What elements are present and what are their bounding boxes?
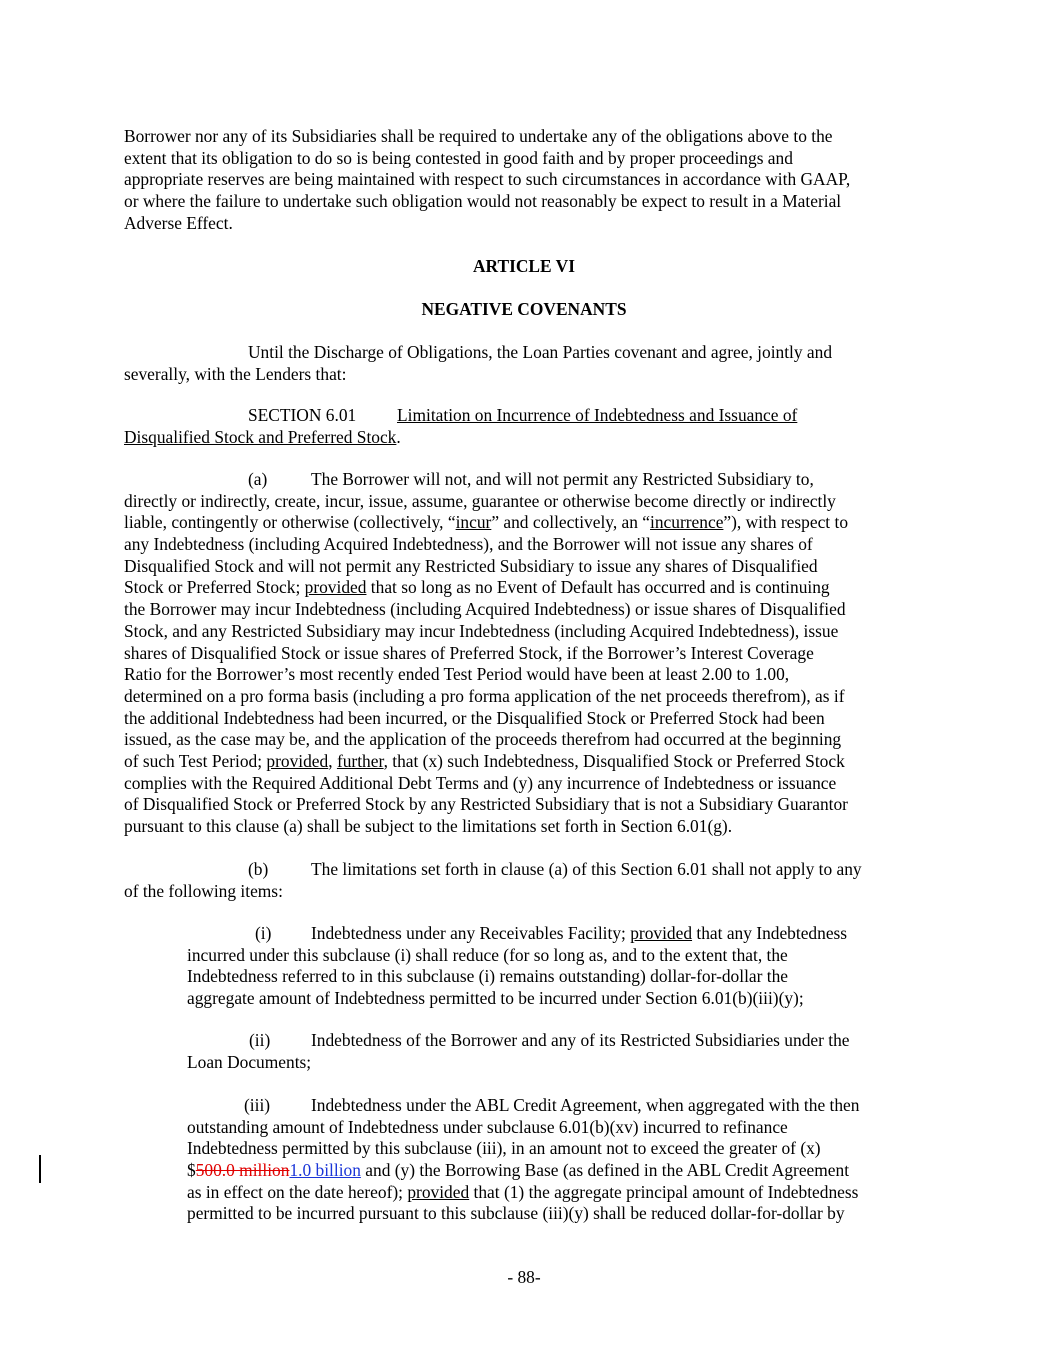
text-line: or where the failure to undertake such obligation would not reasonably be expect to result in a Material bbox=[124, 191, 842, 212]
clause-b: (b) The limitations set forth in clause (a) of this Section 6.01 shall not apply to any of the following items: bbox=[124, 859, 862, 901]
section-heading: SECTION 6.01 Limitation on Incurrence of Indebtedness and Issuance of Disqualified Stock and Preferred Stock. bbox=[124, 405, 798, 447]
text-line: of such Test Period; provided, further, that (x) such Indebtedness, Disqualified Stock or Preferred Stock bbox=[124, 750, 845, 771]
text-line: shares of Disqualified Stock or issue shares of Preferred Stock, if the Borrower’s Interest Coverage bbox=[124, 642, 814, 663]
text-line: incurred under this subclause (i) shall reduce (for so long as, and to the extent that, the bbox=[187, 944, 788, 965]
text-line: Stock, and any Restricted Subsidiary may incur Indebtedness (including Acquired Indebtedness), issue bbox=[124, 620, 839, 641]
section-number: SECTION 6.01 bbox=[248, 405, 357, 425]
section-title: Limitation on Incurrence of Indebtedness and Issuance of bbox=[397, 405, 798, 425]
page-number: - 88- bbox=[507, 1267, 541, 1287]
text-line: the Borrower may incur Indebtedness (including Acquired Indebtedness) or issue shares of Disqualified bbox=[124, 599, 846, 620]
text-line: any Indebtedness (including Acquired Indebtedness), and the Borrower will not issue any shares of bbox=[124, 534, 813, 555]
defined-term-incurrence: incurrence bbox=[650, 512, 724, 533]
intro-paragraph bbox=[124, 342, 832, 385]
text-line: of Disqualified Stock or Preferred Stock by any Restricted Subsidiary that is not a Subsidiary Guarantor bbox=[124, 794, 848, 815]
clause-label: (b) bbox=[248, 859, 269, 879]
subclause-label: (iii) bbox=[244, 1095, 271, 1115]
text-line: $500.0 million1.0 billion and (y) the Borrowing Base (as defined in the ABL Credit Agreement bbox=[187, 1160, 850, 1181]
text-line: of the following items: bbox=[124, 880, 283, 901]
text-line: issued, as the case may be, and the application of the proceeds therefrom had occurred at the beginning bbox=[124, 729, 842, 750]
article-title: NEGATIVE COVENANTS bbox=[421, 299, 627, 319]
text-line: Disqualified Stock and will not permit any Restricted Subsidiary to issue any shares of Disqualified bbox=[124, 555, 818, 576]
text-line: permitted to be incurred pursuant to this subclause (iii)(y) shall be reduced dollar-for-dollar by bbox=[187, 1203, 845, 1224]
text-line: Ratio for the Borrower’s most recently ended Test Period would have been at least 2.00 to 1.00, bbox=[124, 664, 790, 685]
text-line: appropriate reserves are being maintained with respect to such circumstances in accordance with GAAP, bbox=[124, 169, 851, 190]
text-line: outstanding amount of Indebtedness under subclause 6.01(b)(xv) incurred to refinance bbox=[187, 1116, 788, 1137]
text-line: complies with the Required Additional Debt Terms and (y) any incurrence of Indebtedness or issuance bbox=[124, 772, 837, 793]
subclause-iii: (iii) Indebtedness under the ABL Credit Agreement, when aggregated with the then outstanding amount of Indebtedness under subclause 6.01(b)(xv) incurred to refinance Indebtedness permitted by this subclause (iii), in an amount not to exceed the greater of (x) $500.0 million1.0 billion and (y) the Borrowing Base (as defined in the ABL Credit Agreement as in effect on the date hereof); provided that (1) the aggregate principal amount of Indebtedness permitted to be incurred pursuant to this subclause (iii)(y) shall be reduced dollar-for-dollar by bbox=[187, 1095, 860, 1224]
revision-change-bar bbox=[39, 1155, 41, 1183]
text-line: extent that its obligation to do so is being contested in good faith and by proper proceedings and bbox=[124, 147, 793, 168]
text-line: Borrower nor any of its Subsidiaries shall be required to undertake any of the obligations above to the bbox=[124, 126, 833, 146]
text-line: Loan Documents; bbox=[187, 1051, 312, 1072]
text-line: directly or indirectly, create, incur, issue, assume, guarantee or otherwise become directly or indirectly bbox=[124, 490, 836, 511]
inserted-text: 1.0 billion bbox=[289, 1160, 361, 1181]
text-line: Adverse Effect. bbox=[124, 212, 233, 233]
text-line: Indebtedness referred to in this subclause (i) remains outstanding) dollar-for-dollar the bbox=[187, 966, 789, 987]
clause-label: (a) bbox=[248, 469, 268, 489]
subclause-label: (ii) bbox=[249, 1030, 271, 1050]
clause-a: (a) The Borrower will not, and will not permit any Restricted Subsidiary to, directly or indirectly, create, incur, issue, assume, guarantee or otherwise become directly or indirectly liable, contingently or otherwise (collectively, “incur” and collectively, an “incurrence”), with respect to any Indebtedness (including Acquired Indebtedness), and the Borrower will not issue any shares of Disqualified Stock and will not permit any Restricted Subsidiary to issue any shares of Disqualified Stock or Preferred Stock; provided that so long as no Event of Default has occurred and is continuing the Borrower may incur Indebtedness (including Acquired Indebtedness) or issue shares of Disqualified Stock, and any Restricted Subsidiary may incur Indebtedness (including Acquired Indebtedness), issue shares of Disqualified Stock or issue shares of Preferred Stock, if the Borrower’s Interest Coverage Ratio for the Borrower’s most recently ended Test Period would have been at least 2.00 to 1.00, determined on a pro forma basis (including a pro forma application of the net proceeds therefrom), as if the additional Indebtedness had been incurred, or the Disqualified Stock or Preferred Stock had been issued, as the case may be, and the application of the proceeds therefrom had occurred at the beginning of such Test Period; provided, further, that (x) such Indebtedness, Disqualified Stock or Preferred Stock complies with the Required Additional Debt Terms and (y) any incurrence of Indebtedness or issuance of Disqualified Stock or Preferred Stock by any Restricted Subsidiary that is not a Subsidiary Guarantor pursuant to this clause (a) shall be subject to the limitations set forth in Section 6.01(g). bbox=[124, 469, 849, 836]
subclause-i: (i) Indebtedness under any Receivables Facility; provided that any Indebtedness incurred under this subclause (i) shall reduce (for so long as, and to the extent that, the Indebtedness referred to in this subclause (i) remains outstanding) dollar-for-dollar the aggregate amount of Indebtedness permitted to be incurred under Section 6.01(b)(iii)(y); bbox=[187, 923, 848, 1009]
section-title-cont: Disqualified Stock and Preferred Stock bbox=[124, 426, 397, 447]
defined-term-incur: incur bbox=[455, 512, 492, 533]
text-line: pursuant to this clause (a) shall be subject to the limitations set forth in Section 6.01(g). bbox=[124, 816, 733, 836]
text-line: the additional Indebtedness had been incurred, or the Disqualified Stock or Preferred Stock had been bbox=[124, 707, 825, 728]
deleted-text: 500.0 million bbox=[195, 1160, 290, 1181]
text-line: Until the Discharge of Obligations, the Loan Parties covenant and agree, jointly and bbox=[248, 342, 833, 362]
text-line: as in effect on the date hereof); provided that (1) the aggregate principal amount of Indebtedness bbox=[187, 1181, 859, 1202]
text-line: Indebtedness permitted by this subclause (iii), in an amount not to exceed the greater of (x) bbox=[187, 1138, 821, 1159]
text-line: severally, with the Lenders that: bbox=[124, 363, 347, 384]
opening-paragraph bbox=[124, 126, 850, 234]
text-line: liable, contingently or otherwise (collectively, “incur” and collectively, an “incurrence”), with respect to bbox=[124, 512, 849, 533]
text-line: Stock or Preferred Stock; provided that so long as no Event of Default has occurred and is continuing bbox=[124, 577, 830, 598]
subclause-label: (i) bbox=[255, 923, 272, 943]
subclause-ii: (ii) Indebtedness of the Borrower and any of its Restricted Subsidiaries under the Loan Documents; bbox=[187, 1030, 850, 1072]
text-line: aggregate amount of Indebtedness permitted to be incurred under Section 6.01(b)(iii)(y); bbox=[187, 988, 804, 1009]
text-line: determined on a pro forma basis (including a pro forma application of the net proceeds therefrom), as if bbox=[124, 685, 845, 706]
article-number: ARTICLE VI bbox=[473, 256, 575, 276]
